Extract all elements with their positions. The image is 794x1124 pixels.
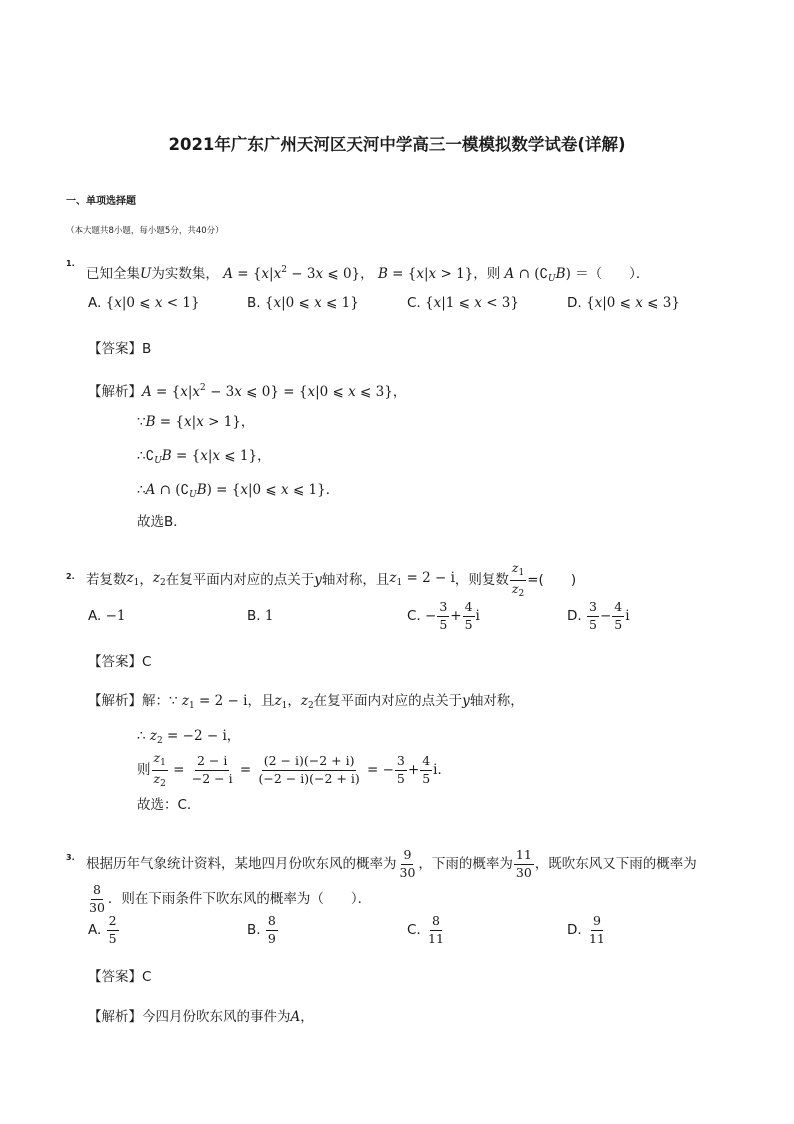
option-b[interactable]: B. 1 <box>247 608 274 624</box>
option-c[interactable]: C. $\frac{8}{11}$ <box>407 913 444 946</box>
paper-title: 2021年广东广州天河区天河中学高三一模模拟数学试卷(详解) <box>168 135 626 154</box>
option-d[interactable]: D. $\frac{3}{5}$ − $\frac{4}{5}$ i <box>567 599 630 632</box>
answer: 【答案】C <box>88 969 152 985</box>
option-c[interactable]: C. − $\frac{3}{5}$ + $\frac{4}{5}$ i <box>407 599 480 632</box>
question-number: 1. <box>66 259 75 268</box>
analysis-line: 【解析】今四月份吹东风的事件为A， <box>88 1009 314 1025</box>
question-1-stem: 已知全集U为实数集， $A = \{x|x^2 - 3x$ ⩽ 0}， B = {x|x > 1}，则 A ∩ $(∁_UB)$ ＝（ ）． <box>86 265 650 284</box>
analysis-line: $\therefore∁_UB = \{x|x$ ⩽ 1}， <box>137 448 271 466</box>
analysis-line: 【解析】解：∵ $z_1 = 2 - i$，且$z_1$，$z_2$在复平面内对应的点关于y轴对称， <box>88 693 524 711</box>
question-2-stem: 若复数 $z_1$ ， $z_2$ 在复平面内对应的点关于 y 轴对称，且 $z_1 = 2 - i$ ，则复数 $\frac{z_1}{z_2}$ =( ) <box>86 559 577 599</box>
question-3-stem: 根据历年气象统计资料，某地四月份吹东风的概率为 $\frac{9}{30}$ ，下雨的概率为 $\frac{11}{30}$ ，既吹东风又下雨的概率为 <box>86 847 697 880</box>
analysis-line: ∴A ∩ $(∁_UB) = \{x|0$ ⩽ x ⩽ 1}． <box>137 482 340 500</box>
option-b[interactable]: B. $\frac{8}{9}$ <box>247 913 276 946</box>
question-number: 2. <box>66 572 75 581</box>
question-number: 3. <box>66 853 75 862</box>
analysis-line: ∵B = {x|x > 1}， <box>137 414 255 430</box>
option-b[interactable]: B. {x|0 ⩽ x ⩽ 1} <box>247 295 359 311</box>
option-d[interactable]: D. $\frac{9}{11}$ <box>567 913 605 946</box>
option-d[interactable]: D. {x|0 ⩽ x ⩽ 3} <box>567 295 680 311</box>
option-a[interactable]: A. −1 <box>88 608 126 624</box>
section-note: （本大题共8小题，每小题5分，共40分） <box>66 226 224 236</box>
answer: 【答案】B <box>88 341 152 357</box>
analysis-line: ∴ $z_2 = -2 - i$， <box>137 728 241 746</box>
option-a[interactable]: A. $\frac{2}{5}$ <box>88 913 117 946</box>
conclusion: 故选：C． <box>137 797 201 813</box>
section-heading: 一、单项选择题 <box>66 196 136 207</box>
answer: 【答案】C <box>88 654 152 670</box>
option-a[interactable]: A. {x|0 ⩽ x < 1} <box>88 295 200 311</box>
analysis-line: 则 $\frac{z_1}{z_2}$ = $\frac{2 - i}{-2 - i}$ = $\frac{(2 - i)(-2 + i)}{(-2 - i)(-2 + i)}$ = − $\frac{3}{5}$ + $\frac{4}{5}$ i ． <box>137 749 451 789</box>
conclusion: 故选B． <box>137 514 187 530</box>
option-c[interactable]: C. {x|1 ⩽ x < 3} <box>407 295 519 311</box>
analysis-line: 【解析】$A = \{x|x^2 - 3x$ ⩽ 0} = {x|0 ⩽ x ⩽ 3}， <box>88 383 407 400</box>
question-3-stem-cont: $\frac{8}{30}$ ．则在下雨条件下吹东风的概率为（ ）． <box>89 882 372 915</box>
